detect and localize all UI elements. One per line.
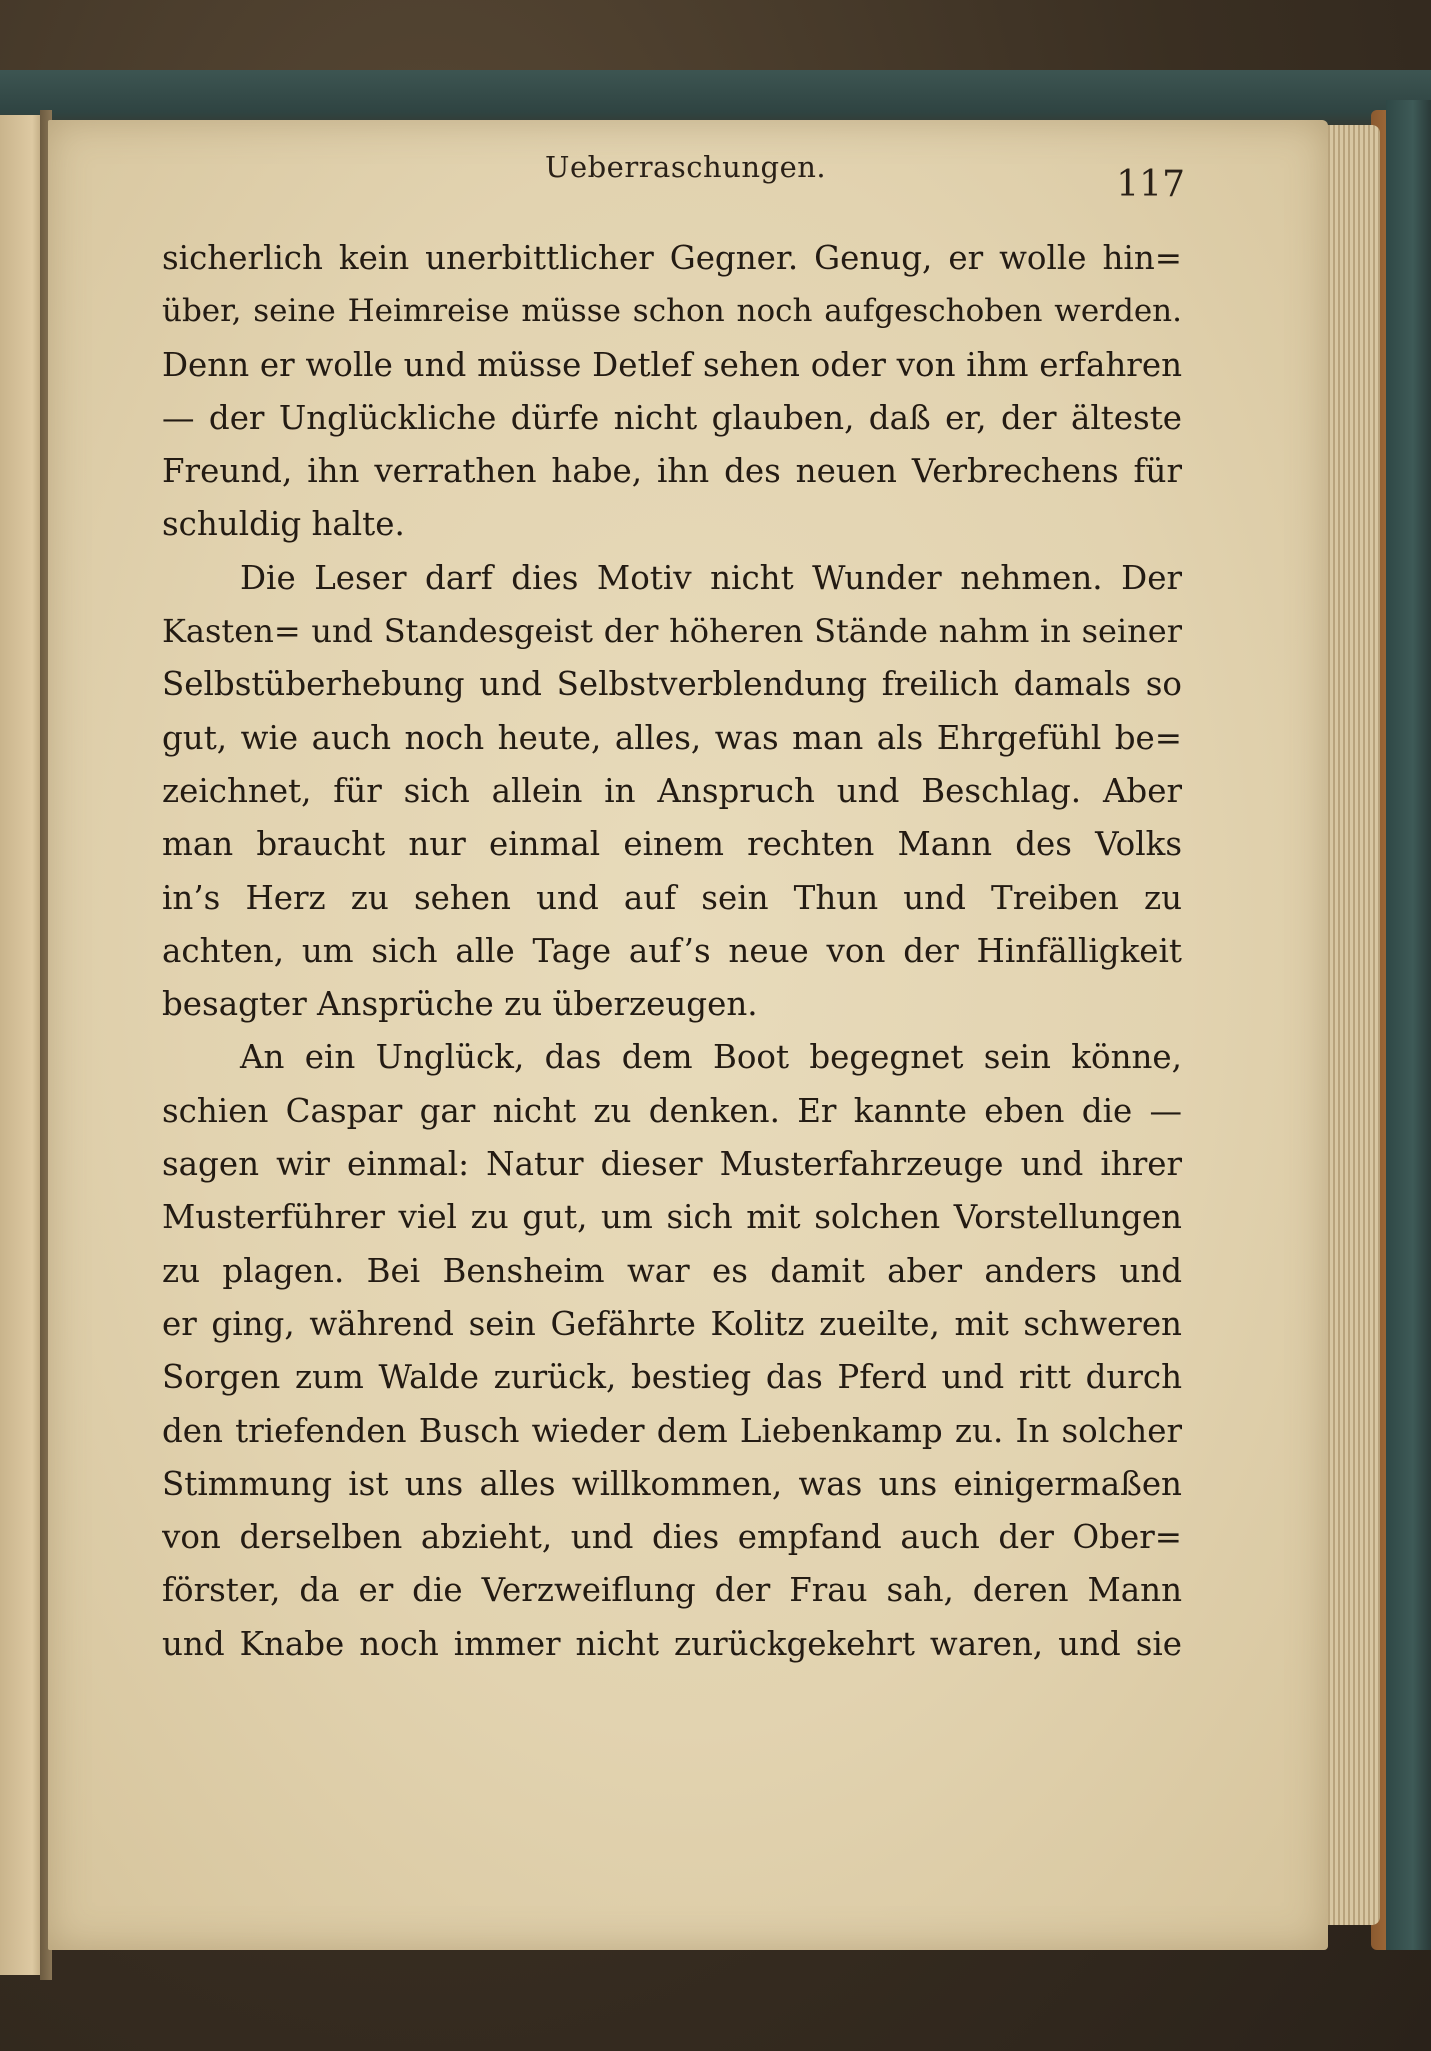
text-line: Die Leser darf dies Motiv nicht Wunder nehmen. Der bbox=[240, 558, 1182, 597]
text-line: Selbstüberhebung und Selbstverblendung freilich damals so bbox=[162, 665, 1182, 704]
text-line: und Knabe noch immer nicht zurückgekehrt waren, und sie bbox=[162, 1624, 1182, 1663]
text-line: — der Unglückliche dürfe nicht glauben, daß er, der älteste bbox=[162, 398, 1182, 437]
text-line: förster, da er die Verzweiflung der Frau sah, deren Mann bbox=[162, 1571, 1182, 1610]
text-line: Sorgen zum Walde zurück, bestieg das Pferd und ritt durch bbox=[162, 1358, 1182, 1397]
text-line: Kasten= und Standesgeist der höheren Stände nahm in seiner bbox=[162, 612, 1182, 651]
text-line: den triefenden Busch wieder dem Liebenkamp zu. In solcher bbox=[162, 1411, 1182, 1450]
text-line: sicherlich kein unerbittlicher Gegner. Genug, er wolle hin= bbox=[162, 239, 1182, 277]
text-line: zu plagen. Bei Bensheim war es damit aber anders und bbox=[162, 1251, 1182, 1290]
running-title: Ueberraschungen. bbox=[545, 150, 827, 184]
text-line: von derselben abzieht, und dies empfand auch der Ober= bbox=[162, 1518, 1182, 1557]
page-edge-stack bbox=[1320, 125, 1380, 1925]
text-line: Musterführer viel zu gut, um sich mit solchen Vorstellungen bbox=[162, 1198, 1182, 1237]
text-line: in’s Herz zu sehen und auf sein Thun und Treiben zu bbox=[162, 878, 1182, 917]
text-line: über, seine Heimreise müsse schon noch aufgeschoben werden. bbox=[162, 293, 1182, 330]
text-line: besagter Ansprüche zu überzeugen. bbox=[162, 985, 758, 1024]
text-line: Denn er wolle und müsse Detlef sehen oder von ihm erfahren bbox=[162, 345, 1182, 384]
text-line: schien Caspar gar nicht zu denken. Er kannte eben die — bbox=[162, 1091, 1182, 1130]
text-line: man braucht nur einmal einem rechten Mann des Volks bbox=[162, 825, 1182, 864]
cover-cloth-right bbox=[1386, 100, 1431, 1950]
text-line: Stimmung ist uns alles willkommen, was uns einigermaßen bbox=[162, 1464, 1182, 1503]
paragraph-2 bbox=[162, 552, 1182, 1032]
page-number: 117 bbox=[1116, 164, 1185, 205]
text-line: achten, um sich alle Tage auf’s neue von der Hinfälligkeit bbox=[162, 931, 1182, 970]
paragraph-3 bbox=[162, 1031, 1182, 1671]
text-line: schuldig halte. bbox=[162, 505, 405, 544]
paragraph-1 bbox=[162, 232, 1182, 552]
text-line: sagen wir einmal: Natur dieser Musterfahrzeuge und ihrer bbox=[162, 1145, 1182, 1184]
text-line: An ein Unglück, das dem Boot begegnet sein könne, bbox=[240, 1038, 1182, 1077]
body-text bbox=[162, 232, 1182, 1671]
text-line: gut, wie auch noch heute, alles, was man als Ehrgefühl be= bbox=[162, 718, 1182, 757]
text-line: Freund, ihn verrathen habe, ihn des neuen Verbrechens für bbox=[162, 452, 1182, 491]
text-line: er ging, während sein Gefährte Kolitz zueilte, mit schweren bbox=[162, 1304, 1182, 1343]
text-line: zeichnet, für sich allein in Anspruch und Beschlag. Aber bbox=[162, 771, 1182, 810]
